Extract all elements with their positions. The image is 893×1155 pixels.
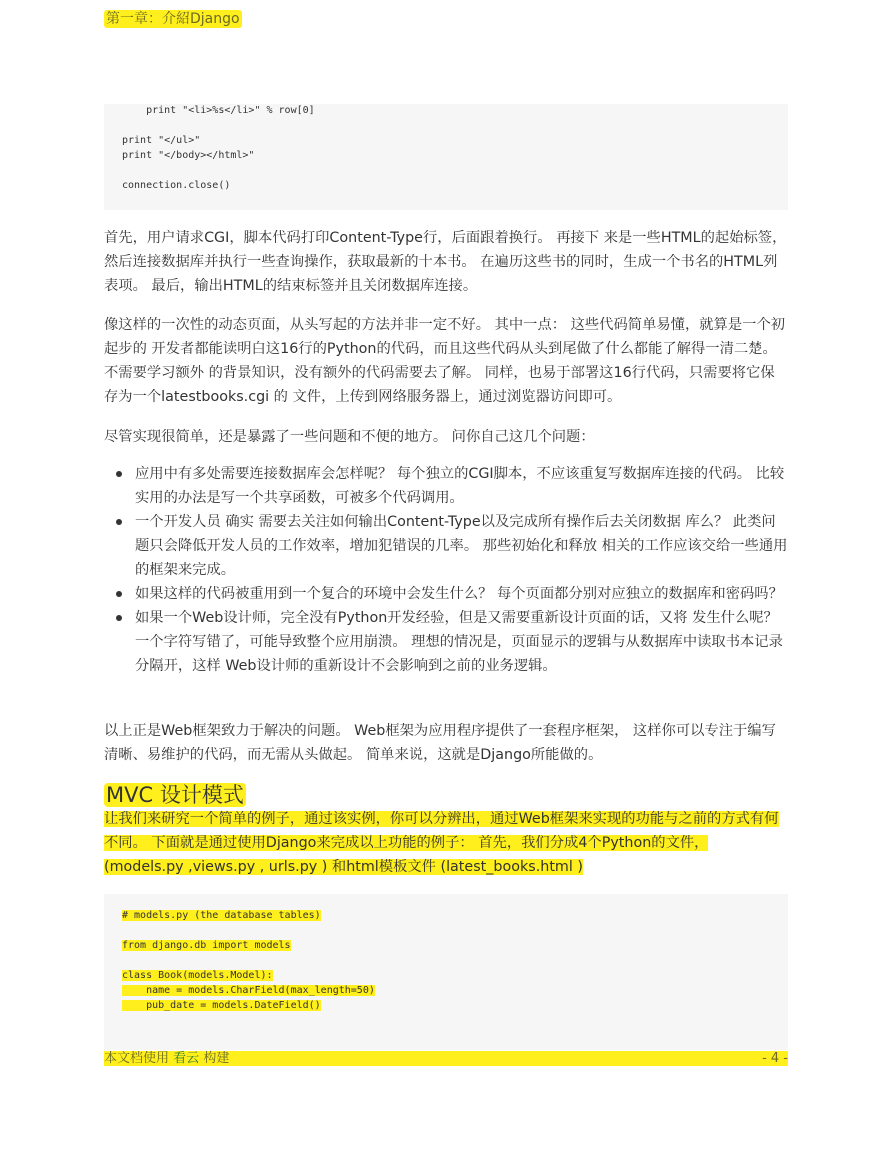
paragraph-one-off-page: 像这样的一次性的动态页面，从头写起的方法并非一定不好。 其中一点： 这些代码简单易懂，就算是一个初起步的 开发者都能读明白这16行的Python的代码，而且这些代码从头到尾做了什么都能了解得一清二楚。 不需要学习额外 的背景知识，没有额外的代码需要去了解。 同样，也易于部署这16行代码，只需要将它保存为一个latestbooks.cgi 的 文件，上传到网络服务器上，通过浏览器访问即可。 [104,317,786,405]
code-line [122,163,788,178]
bullet-icon [116,615,122,621]
code-block-models [104,894,788,1050]
code-line: # models.py (the database tables) [122,910,321,921]
section-heading-mvc [104,782,246,808]
list-item [104,462,788,510]
code-line: connection.close() [122,180,231,191]
code-line: print "<li>%s</li>" % row[0] [122,105,315,116]
code-line: print "</ul>" [122,135,201,146]
bullet-icon [116,519,122,525]
code-block-cgi [104,104,788,210]
section-heading-text: MVC 设计模式 [106,783,244,807]
footer-prefix: 本文档使用 [104,1051,170,1066]
list-item-text: 应用中有多处需要连接数据库会怎样呢？ 每个独立的CGI脚本，不应该重复写数据库连接的代码。 比较实用的办法是写一个共享函数，可被多个代码调用。 [135,466,785,506]
list-item-text: 如果一个Web设计师，完全没有Python开发经验，但是又需要重新设计页面的话，又将 发生什么呢？ 一个字符写错了，可能导致整个应用崩溃。 理想的情况是，页面显示的逻辑与从数据库中读取书本记录分隔开，这样 Web设计师的重新设计不会影响到之前的业务逻辑。 [135,610,783,674]
chapter-header: 第一章：介紹Django [106,11,240,27]
code-line: print "</body></html>" [122,150,255,161]
list-item [104,510,788,582]
paragraph-mvc-intro-text: 让我们来研究一个简单的例子，通过该实例，你可以分辨出，通过Web框架来实现的功能与之前的方式有何不同。 下面就是通过使用Django来完成以上功能的例子： 首先，我们分成4个Python的文件，(models.py ,views.py , urls.py ) 和html模板文件 (latest_books.html ) [104,811,779,875]
footer-link[interactable]: 看云 [173,1051,200,1066]
code-line: pub_date = models.DateField() [122,1000,321,1011]
paragraph-problems-intro: 尽管实现很简单，还是暴露了一些问题和不便的地方。 问你自己这几个问题： [104,429,595,445]
list-item [104,582,788,606]
bullet-icon [116,591,122,597]
page-footer [104,1051,788,1066]
problem-list [104,462,788,678]
list-item [104,606,788,678]
code-line: class Book(models.Model): [122,970,273,981]
bullet-icon [116,471,122,477]
code-line: name = models.CharField(max_length=50) [122,985,375,996]
code-line [122,118,788,133]
footer-credit [104,1051,229,1066]
footer-suffix: 构建 [203,1051,230,1066]
page-number: - 4 - [762,1051,788,1066]
paragraph-framework-purpose: 以上正是Web框架致力于解决的问题。 Web框架为应用程序提供了一套程序框架， 这样你可以专注于编写清晰、易维护的代码，而无需从头做起。 简单来说，这就是Django所能做的。 [104,723,776,763]
list-item-text: 一个开发人员 确实 需要去关注如何输出Content-Type以及完成所有操作后去关闭数据 库么？ 此类问题只会降低开发人员的工作效率，增加犯错误的几率。 那些初始化和释放 相关的工作应该交给一些通用的框架来完成。 [135,514,788,578]
code-line: from django.db import models [122,940,291,951]
code-line [122,923,788,938]
code-line [122,953,788,968]
paragraph-mvc-intro [104,807,788,879]
paragraph-cgi-explanation: 首先，用户请求CGI，脚本代码打印Content-Type行，后面跟着换行。 再接下 来是一些HTML的起始标签，然后连接数据库并执行一些查询操作，获取最新的十本书。 在遍历这些书的同时，生成一个书名的HTML列表项。 最后，输出HTML的结束标签并且关闭数据库连接。 [104,230,787,294]
list-item-text: 如果这样的代码被重用到一个复合的环境中会发生什么？ 每个页面都分别对应独立的数据库和密码吗？ [135,586,783,602]
